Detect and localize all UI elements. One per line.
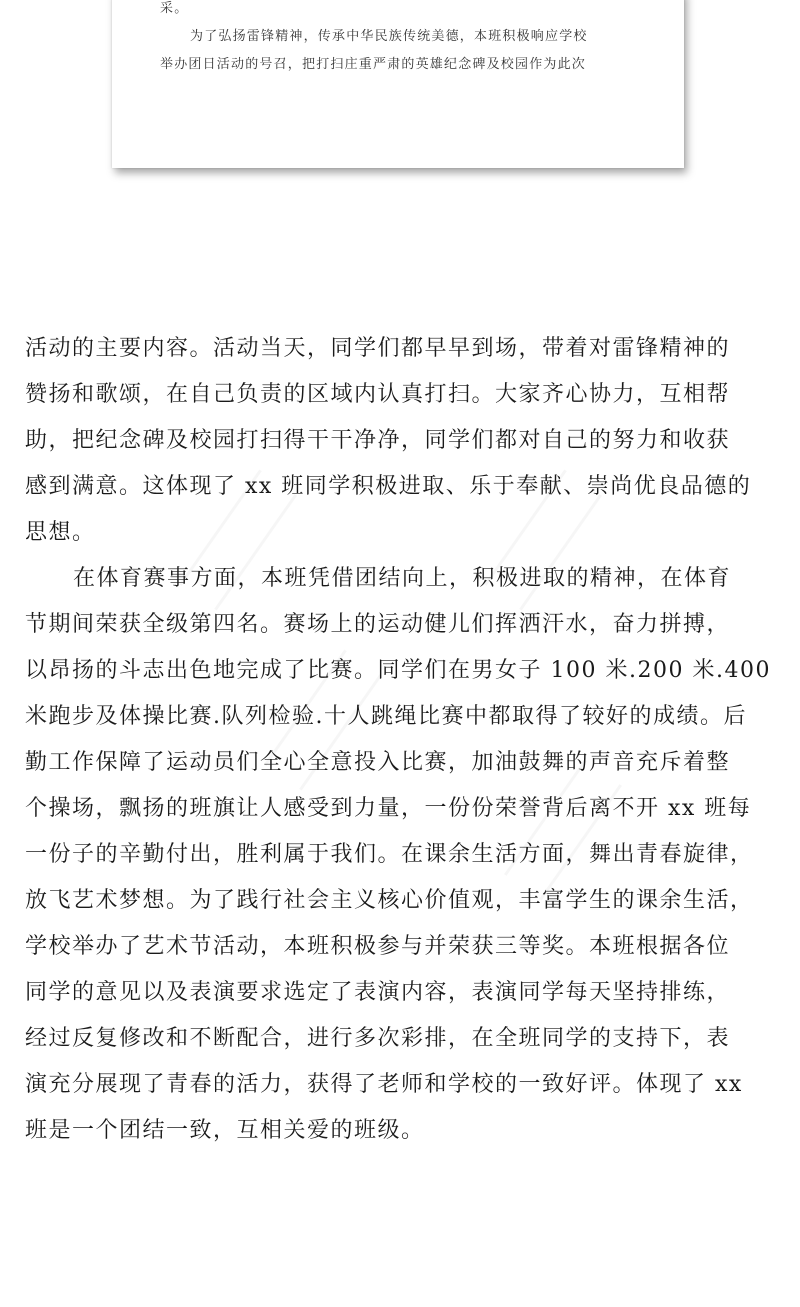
preview-line: 为了弘扬雷锋精神，传承中华民族传统美德，本班积极响应学校 <box>190 29 588 44</box>
text-line: 个操场，飘扬的班旗让人感受到力量，一份份荣誉背后离不开 xx 班每 <box>25 796 752 821</box>
text-line: 勤工作保障了运动员们全心全意投入比赛，加油鼓舞的声音充斥着整 <box>25 750 731 775</box>
paragraph-start-line: 在体育赛事方面，本班凭借团结向上，积极进取的精神，在体育 <box>73 566 732 591</box>
text-line: 节期间荣获全级第四名。赛场上的运动健儿们挥洒汗水，奋力拼搏， <box>25 612 731 637</box>
text-line: 思想。 <box>25 520 96 545</box>
text-line: 米跑步及体操比赛.队列检验.十人跳绳比赛中都取得了较好的成绩。后 <box>25 704 747 729</box>
preview-line: 采。 <box>160 1 189 16</box>
text-line: 班是一个团结一致，互相关爱的班级。 <box>25 1118 425 1143</box>
text-line: 同学的意见以及表演要求选定了表演内容，表演同学每天坚持排练， <box>25 980 731 1005</box>
text-line: 一份子的辛勤付出，胜利属于我们。在课余生活方面，舞出青春旋律， <box>25 842 754 867</box>
text-line: 经过反复修改和不断配合，进行多次彩排，在全班同学的支持下，表 <box>25 1026 731 1051</box>
document-body <box>25 326 780 1154</box>
text-line: 演充分展现了青春的活力，获得了老师和学校的一致好评。体现了 xx <box>25 1072 743 1097</box>
text-line: 放飞艺术梦想。为了践行社会主义核心价值观，丰富学生的课余生活， <box>25 888 754 913</box>
page-preview-card <box>112 0 684 168</box>
text-line: 活动的主要内容。活动当天，同学们都早早到场，带着对雷锋精神的 <box>25 336 731 361</box>
text-line: 赞扬和歌颂，在自己负责的区域内认真打扫。大家齐心协力，互相帮 <box>25 382 731 407</box>
text-line: 学校举办了艺术节活动，本班积极参与并荣获三等奖。本班根据各位 <box>25 934 731 959</box>
text-line: 感到满意。这体现了 xx 班同学积极进取、乐于奉献、崇尚优良品德的 <box>25 474 752 499</box>
text-line: 助，把纪念碑及校园打扫得干干净净，同学们都对自己的努力和收获 <box>25 428 731 453</box>
preview-line: 举办团日活动的号召，把打扫庄重严肃的英雄纪念碑及校园作为此次 <box>160 57 587 72</box>
text-line: 以昂扬的斗志出色地完成了比赛。同学们在男女子 100 米.200 米.400 <box>25 658 771 683</box>
